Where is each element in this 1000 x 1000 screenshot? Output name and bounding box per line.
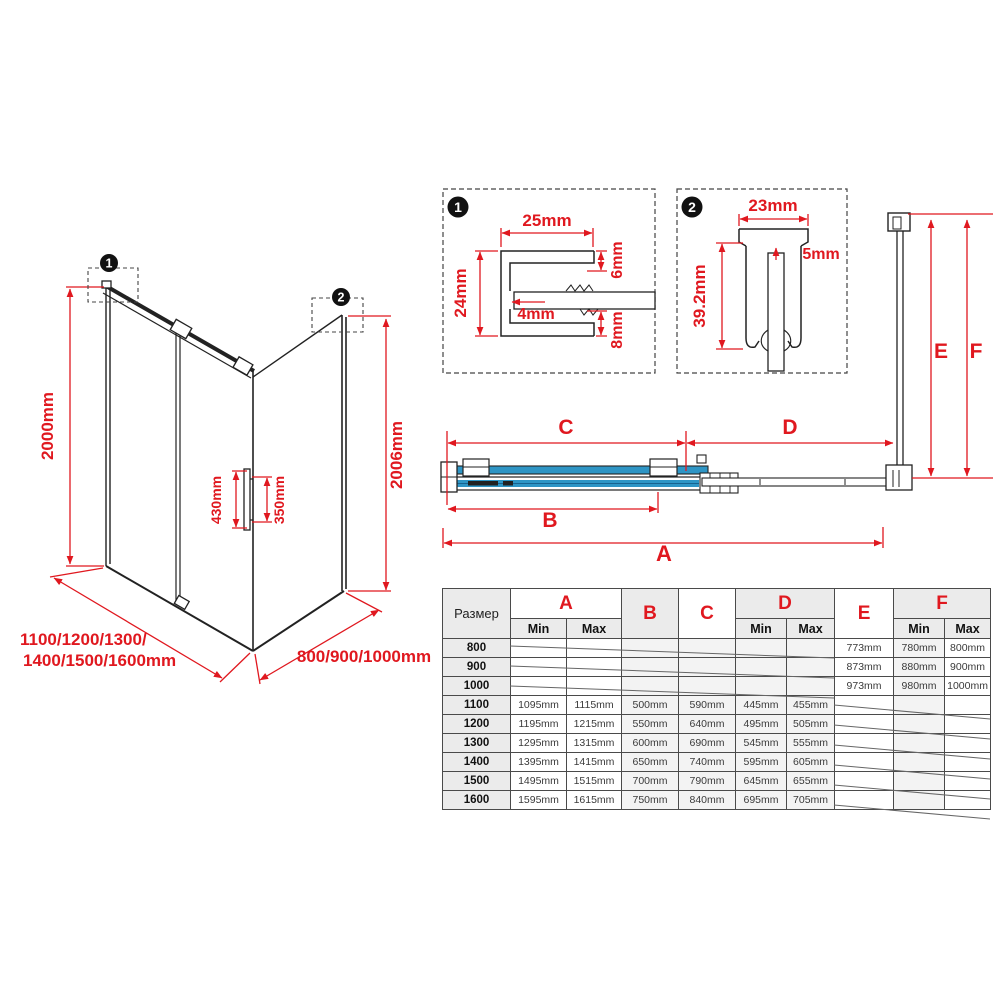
d-min-header: Min bbox=[736, 619, 787, 639]
cell-a-min: 1595mm bbox=[511, 791, 567, 810]
iso-callout-1-box bbox=[88, 268, 138, 302]
cell-e bbox=[835, 772, 894, 791]
size-cell: 1000 bbox=[443, 677, 511, 696]
cell-d-min bbox=[736, 639, 787, 658]
cell-e: 773mm bbox=[835, 639, 894, 658]
cell-f-max bbox=[945, 791, 991, 810]
cell-a-max: 1515mm bbox=[567, 772, 622, 791]
cell-a-min bbox=[511, 639, 567, 658]
cell-d-max bbox=[787, 639, 835, 658]
size-cell: 800 bbox=[443, 639, 511, 658]
col-header-d: D bbox=[736, 589, 835, 619]
dim-8mm: 8mm bbox=[609, 311, 626, 349]
col-header-e: E bbox=[835, 589, 894, 639]
iso-rollers bbox=[102, 281, 253, 609]
isometric-view bbox=[20, 254, 431, 684]
size-cell: 900 bbox=[443, 658, 511, 677]
cell-f-min bbox=[894, 772, 945, 791]
cell-a-max: 1615mm bbox=[567, 791, 622, 810]
cell-a-min: 1395mm bbox=[511, 753, 567, 772]
cell-b bbox=[622, 639, 679, 658]
cell-d-max: 455mm bbox=[787, 696, 835, 715]
col-header-c: C bbox=[679, 589, 736, 639]
table-row bbox=[443, 772, 991, 791]
cell-f-min bbox=[894, 791, 945, 810]
cell-b: 550mm bbox=[622, 715, 679, 734]
cell-a-min: 1195mm bbox=[511, 715, 567, 734]
cell-d-max: 605mm bbox=[787, 753, 835, 772]
cell-c: 690mm bbox=[679, 734, 736, 753]
size-cell: 1400 bbox=[443, 753, 511, 772]
cell-a-max bbox=[567, 658, 622, 677]
cell-d-max bbox=[787, 677, 835, 696]
detail-1-seal-bottom bbox=[580, 309, 598, 315]
col-header-a: A bbox=[511, 589, 622, 619]
cell-e bbox=[835, 791, 894, 810]
iso-callout-2-number: 2 bbox=[337, 290, 345, 305]
cell-c: 840mm bbox=[679, 791, 736, 810]
a-max-header: Max bbox=[567, 619, 622, 639]
cell-d-min: 545mm bbox=[736, 734, 787, 753]
size-cell: 1600 bbox=[443, 791, 511, 810]
cell-a-min: 1095mm bbox=[511, 696, 567, 715]
cell-d-max: 505mm bbox=[787, 715, 835, 734]
cell-a-min bbox=[511, 658, 567, 677]
size-cell: 1500 bbox=[443, 772, 511, 791]
table-row bbox=[443, 715, 991, 734]
dim-5mm: 5mm bbox=[802, 246, 840, 263]
cell-b: 700mm bbox=[622, 772, 679, 791]
d-max-header: Max bbox=[787, 619, 835, 639]
detail-1-dim-labels bbox=[451, 211, 626, 349]
size-cell: 1100 bbox=[443, 696, 511, 715]
size-table bbox=[442, 588, 991, 810]
cell-d-min: 595mm bbox=[736, 753, 787, 772]
plan-label-d: D bbox=[782, 416, 798, 439]
f-min-header: Min bbox=[894, 619, 945, 639]
cell-d-min bbox=[736, 658, 787, 677]
iso-enclosure-lines bbox=[103, 286, 346, 651]
cell-e bbox=[835, 753, 894, 772]
cell-a-min: 1295mm bbox=[511, 734, 567, 753]
dim-2006mm: 2006mm bbox=[387, 420, 406, 490]
dim-350mm: 350mm bbox=[271, 475, 287, 525]
cell-a-max bbox=[567, 639, 622, 658]
cell-e bbox=[835, 696, 894, 715]
table-row bbox=[443, 658, 991, 677]
cell-a-max: 1115mm bbox=[567, 696, 622, 715]
dim-6mm: 6mm bbox=[609, 241, 626, 279]
plan-label-e: E bbox=[933, 340, 949, 363]
cell-a-max: 1315mm bbox=[567, 734, 622, 753]
cell-d-max: 705mm bbox=[787, 791, 835, 810]
plan-label-a: A bbox=[656, 541, 672, 566]
col-header-f: F bbox=[894, 589, 991, 619]
iso-callout-1-number: 1 bbox=[105, 256, 113, 271]
cell-f-max bbox=[945, 715, 991, 734]
dim-39_2mm: 39.2mm bbox=[690, 264, 709, 328]
cell-c: 740mm bbox=[679, 753, 736, 772]
table-row bbox=[443, 734, 991, 753]
a-min-header: Min bbox=[511, 619, 567, 639]
cell-f-min: 780mm bbox=[894, 639, 945, 658]
cell-a-max: 1415mm bbox=[567, 753, 622, 772]
cell-a-max bbox=[567, 677, 622, 696]
cell-e: 873mm bbox=[835, 658, 894, 677]
table-row bbox=[443, 696, 991, 715]
cell-a-min bbox=[511, 677, 567, 696]
cell-f-max: 900mm bbox=[945, 658, 991, 677]
cell-f-max bbox=[945, 772, 991, 791]
dim-2000mm: 2000mm bbox=[38, 391, 57, 461]
cell-e bbox=[835, 734, 894, 753]
detail-2-badge: 2 bbox=[688, 199, 696, 215]
detail-callout-2 bbox=[677, 189, 847, 373]
cell-e bbox=[835, 715, 894, 734]
cell-f-min bbox=[894, 715, 945, 734]
cell-f-min: 980mm bbox=[894, 677, 945, 696]
table-row bbox=[443, 791, 991, 810]
cell-b: 600mm bbox=[622, 734, 679, 753]
cell-c bbox=[679, 639, 736, 658]
cell-f-max bbox=[945, 696, 991, 715]
plan-view bbox=[441, 213, 993, 566]
cell-c bbox=[679, 658, 736, 677]
detail-2-glass bbox=[768, 253, 784, 371]
cell-b bbox=[622, 677, 679, 696]
table-row bbox=[443, 753, 991, 772]
cell-f-max bbox=[945, 734, 991, 753]
f-max-header: Max bbox=[945, 619, 991, 639]
cell-a-max: 1215mm bbox=[567, 715, 622, 734]
plan-label-f: F bbox=[969, 340, 983, 363]
cell-b: 500mm bbox=[622, 696, 679, 715]
dim-25mm: 25mm bbox=[522, 211, 572, 230]
detail-callout-1 bbox=[443, 189, 655, 373]
cell-a-min: 1495mm bbox=[511, 772, 567, 791]
iso-dim-labels bbox=[20, 392, 431, 670]
spec-table-container bbox=[442, 588, 990, 810]
dim-4mm: 4mm bbox=[517, 306, 555, 323]
cell-c bbox=[679, 677, 736, 696]
plan-dim-lines bbox=[443, 214, 993, 548]
cell-b bbox=[622, 658, 679, 677]
plan-label-b: B bbox=[542, 509, 558, 532]
dim-widths-line1: 1100/1200/1300/ bbox=[20, 630, 147, 649]
cell-f-min: 880mm bbox=[894, 658, 945, 677]
cell-f-max: 1000mm bbox=[945, 677, 991, 696]
cell-f-min bbox=[894, 753, 945, 772]
cell-b: 650mm bbox=[622, 753, 679, 772]
cell-c: 790mm bbox=[679, 772, 736, 791]
cell-b: 750mm bbox=[622, 791, 679, 810]
cell-f-max: 800mm bbox=[945, 639, 991, 658]
dim-24mm: 24mm bbox=[451, 268, 470, 318]
cell-d-min bbox=[736, 677, 787, 696]
cell-d-max bbox=[787, 658, 835, 677]
cell-d-max: 655mm bbox=[787, 772, 835, 791]
cell-d-min: 645mm bbox=[736, 772, 787, 791]
cell-c: 640mm bbox=[679, 715, 736, 734]
col-header-size: Размер bbox=[443, 589, 511, 639]
cell-e: 973mm bbox=[835, 677, 894, 696]
plan-label-c: C bbox=[558, 416, 574, 439]
cell-f-min bbox=[894, 696, 945, 715]
cell-c: 590mm bbox=[679, 696, 736, 715]
cell-f-min bbox=[894, 734, 945, 753]
cell-d-min: 445mm bbox=[736, 696, 787, 715]
dim-23mm: 23mm bbox=[748, 196, 798, 215]
dim-widths-line2: 1400/1500/1600mm bbox=[23, 651, 177, 670]
detail-1-seal-top bbox=[566, 285, 593, 291]
cell-d-min: 495mm bbox=[736, 715, 787, 734]
table-row bbox=[443, 677, 991, 696]
detail-2-dim-lines bbox=[716, 214, 808, 349]
col-header-b: B bbox=[622, 589, 679, 639]
size-cell: 1200 bbox=[443, 715, 511, 734]
table-row bbox=[443, 639, 991, 658]
dim-430mm: 430mm bbox=[208, 475, 224, 525]
iso-handle bbox=[244, 469, 253, 530]
cell-d-max: 555mm bbox=[787, 734, 835, 753]
detail-1-badge: 1 bbox=[454, 199, 462, 215]
detail-2-dim-labels bbox=[690, 196, 840, 328]
dim-depths: 800/900/1000mm bbox=[296, 647, 432, 666]
cell-d-min: 695mm bbox=[736, 791, 787, 810]
size-cell: 1300 bbox=[443, 734, 511, 753]
plan-dim-labels bbox=[542, 340, 982, 566]
cell-f-max bbox=[945, 753, 991, 772]
